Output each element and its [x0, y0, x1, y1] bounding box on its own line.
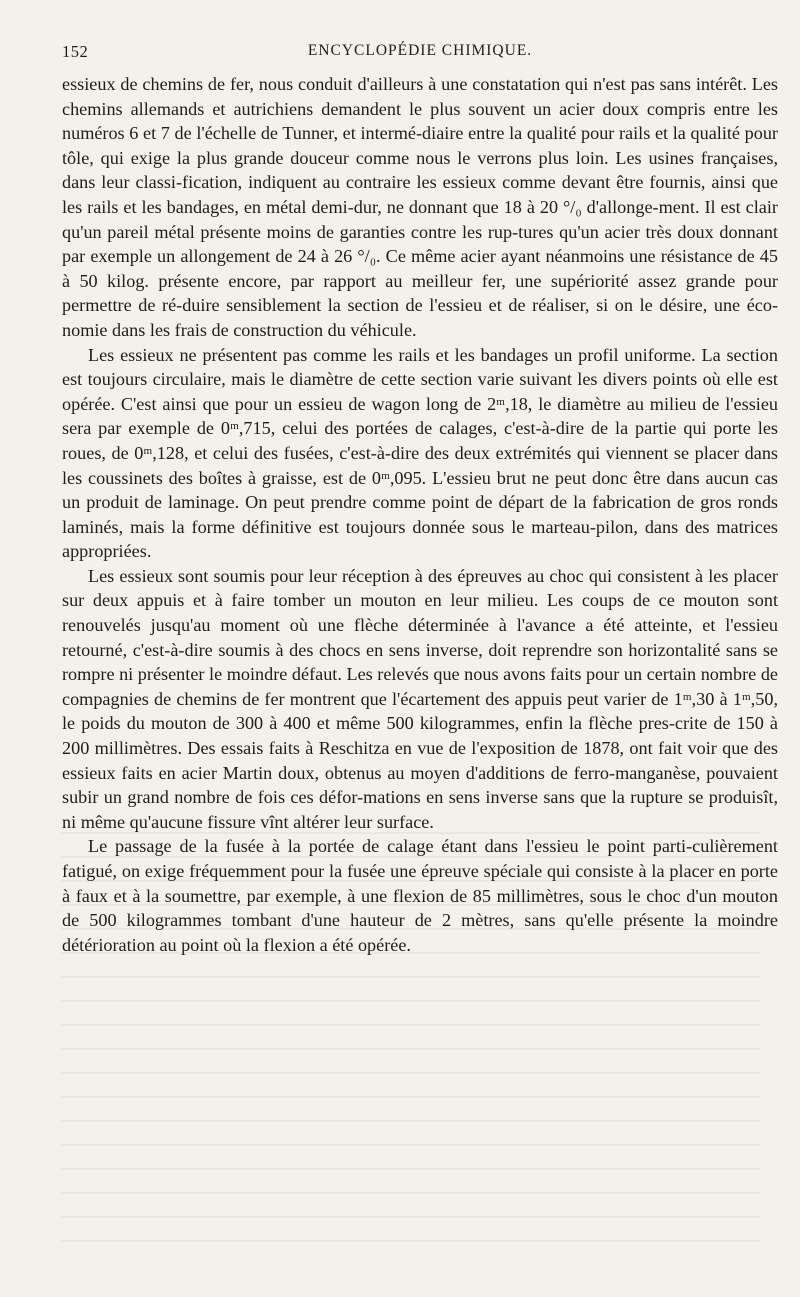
paragraph-journal-test: Le passage de la fusée à la portée de calage étant dans l'essieu le point parti-culièrement fatigué, on exige fréquemment pour la fusée une épreuve spéciale qui consiste à la placer en porte à faux et à la soumettre, par exemple, à une flexion de 85 millimètres, sous le choc d'un mouton de 500 kilogrammes tombant d'une hauteur de 2 mètres, sans qu'elle présente la moindre détérioration au point où la flexion a été opérée.	[62, 836, 778, 955]
paragraph-shock-tests: Les essieux sont soumis pour leur réception à des épreuves au choc qui consistent à les placer sur deux appuis et à faire tomber un mouton en leur milieu. Les coups de ce mouton sont renouvelés jusqu'au moment où une flèche déterminée à l'avance a été atteinte, et l'essieu retourné, c'est-à-dire soumis à des chocs en sens inverse, doit reprendre son horizontalité sans se rompre ni présenter le moindre défaut. Les relevés que nous avons faits pour un certain nombre de compagnies de chemins de fer montrent que l'écartement des appuis peut varier de 1ᵐ,30 à 1ᵐ,50, le poids du mouton de 300 à 400 et même 500 kilogrammes, enfin la flèche pres-crite de 150 à 200 millimètres. Des essais faits à Reschitza en vue de l'exposition de 1878, ont fait voir que des essieux faits en acier Martin doux, obtenus au moyen d'additions de ferro-manganèse, pouvaient subir un grand nombre de fois ces défor-mations en sens inverse sans que la rupture se produisît, ni même qu'aucune fissure vînt altérer leur surface.	[62, 565, 778, 832]
body-text	[62, 72, 778, 957]
running-head	[62, 38, 778, 62]
running-title: ENCYCLOPÉDIE CHIMIQUE.	[307, 42, 533, 59]
paragraph-axle-profile: Les essieux ne présentent pas comme les rails et les bandages un profil uniforme. La section est toujours circulaire, mais le diamètre de cette section varie suivant les divers points où elle est opérée. C'est ainsi que pour un essieu de wagon long de 2ᵐ,18, le diamètre au milieu de l'essieu sera par exemple de 0ᵐ,715, celui des portées de calages, c'est-à-dire de la partie qui porte les roues, de 0ᵐ,128, et celui des fusées, c'est-à-dire des deux extrémités qui viennent se placer dans les coussinets des boîtes à graisse, est de 0ᵐ,095. L'essieu brut ne peut donc être dans aucun cas un produit de laminage. On peut prendre comme point de départ de la fabrication de gros ronds laminés, mais la forme définitive est toujours donnée sous le marteau-pilon, dans des matrices appropriées.	[62, 344, 778, 562]
paragraph-axle-steel-grades: essieux de chemins de fer, nous conduit d'ailleurs à une constatation qui n'est pas sans intérêt. Les chemins allemands et autrichiens demandent le plus souvent un acier doux compris entre les numéros 6 et 7 de l'échelle de Tunner, et intermé-diaire entre la qualité pour rails et la qualité pour tôle, qui exige la plus grande douceur comme nous le verrons plus loin. Les usines françaises, dans leur classi-fication, indiquent au contraire les essieux comme devant être fournis, ainsi que les rails et les bandages, en métal demi-dur, ne donnant que 18 à 20 °/₀ d'allonge-ment. Il est clair qu'un pareil métal présente moins de garanties contre les rup-tures qu'un acier très doux donnant par exemple un allongement de 24 à 26 °/₀. Ce même acier ayant néanmoins une résistance de 45 à 50 kilog. présente encore, par rapport au meilleur fer, une supériorité assez grande pour permettre de ré-duire sensiblement la section de l'essieu et de réaliser, si on le désire, une éco-nomie dans les frais de construction du véhicule.	[62, 74, 778, 340]
page-number: 152	[62, 42, 89, 61]
